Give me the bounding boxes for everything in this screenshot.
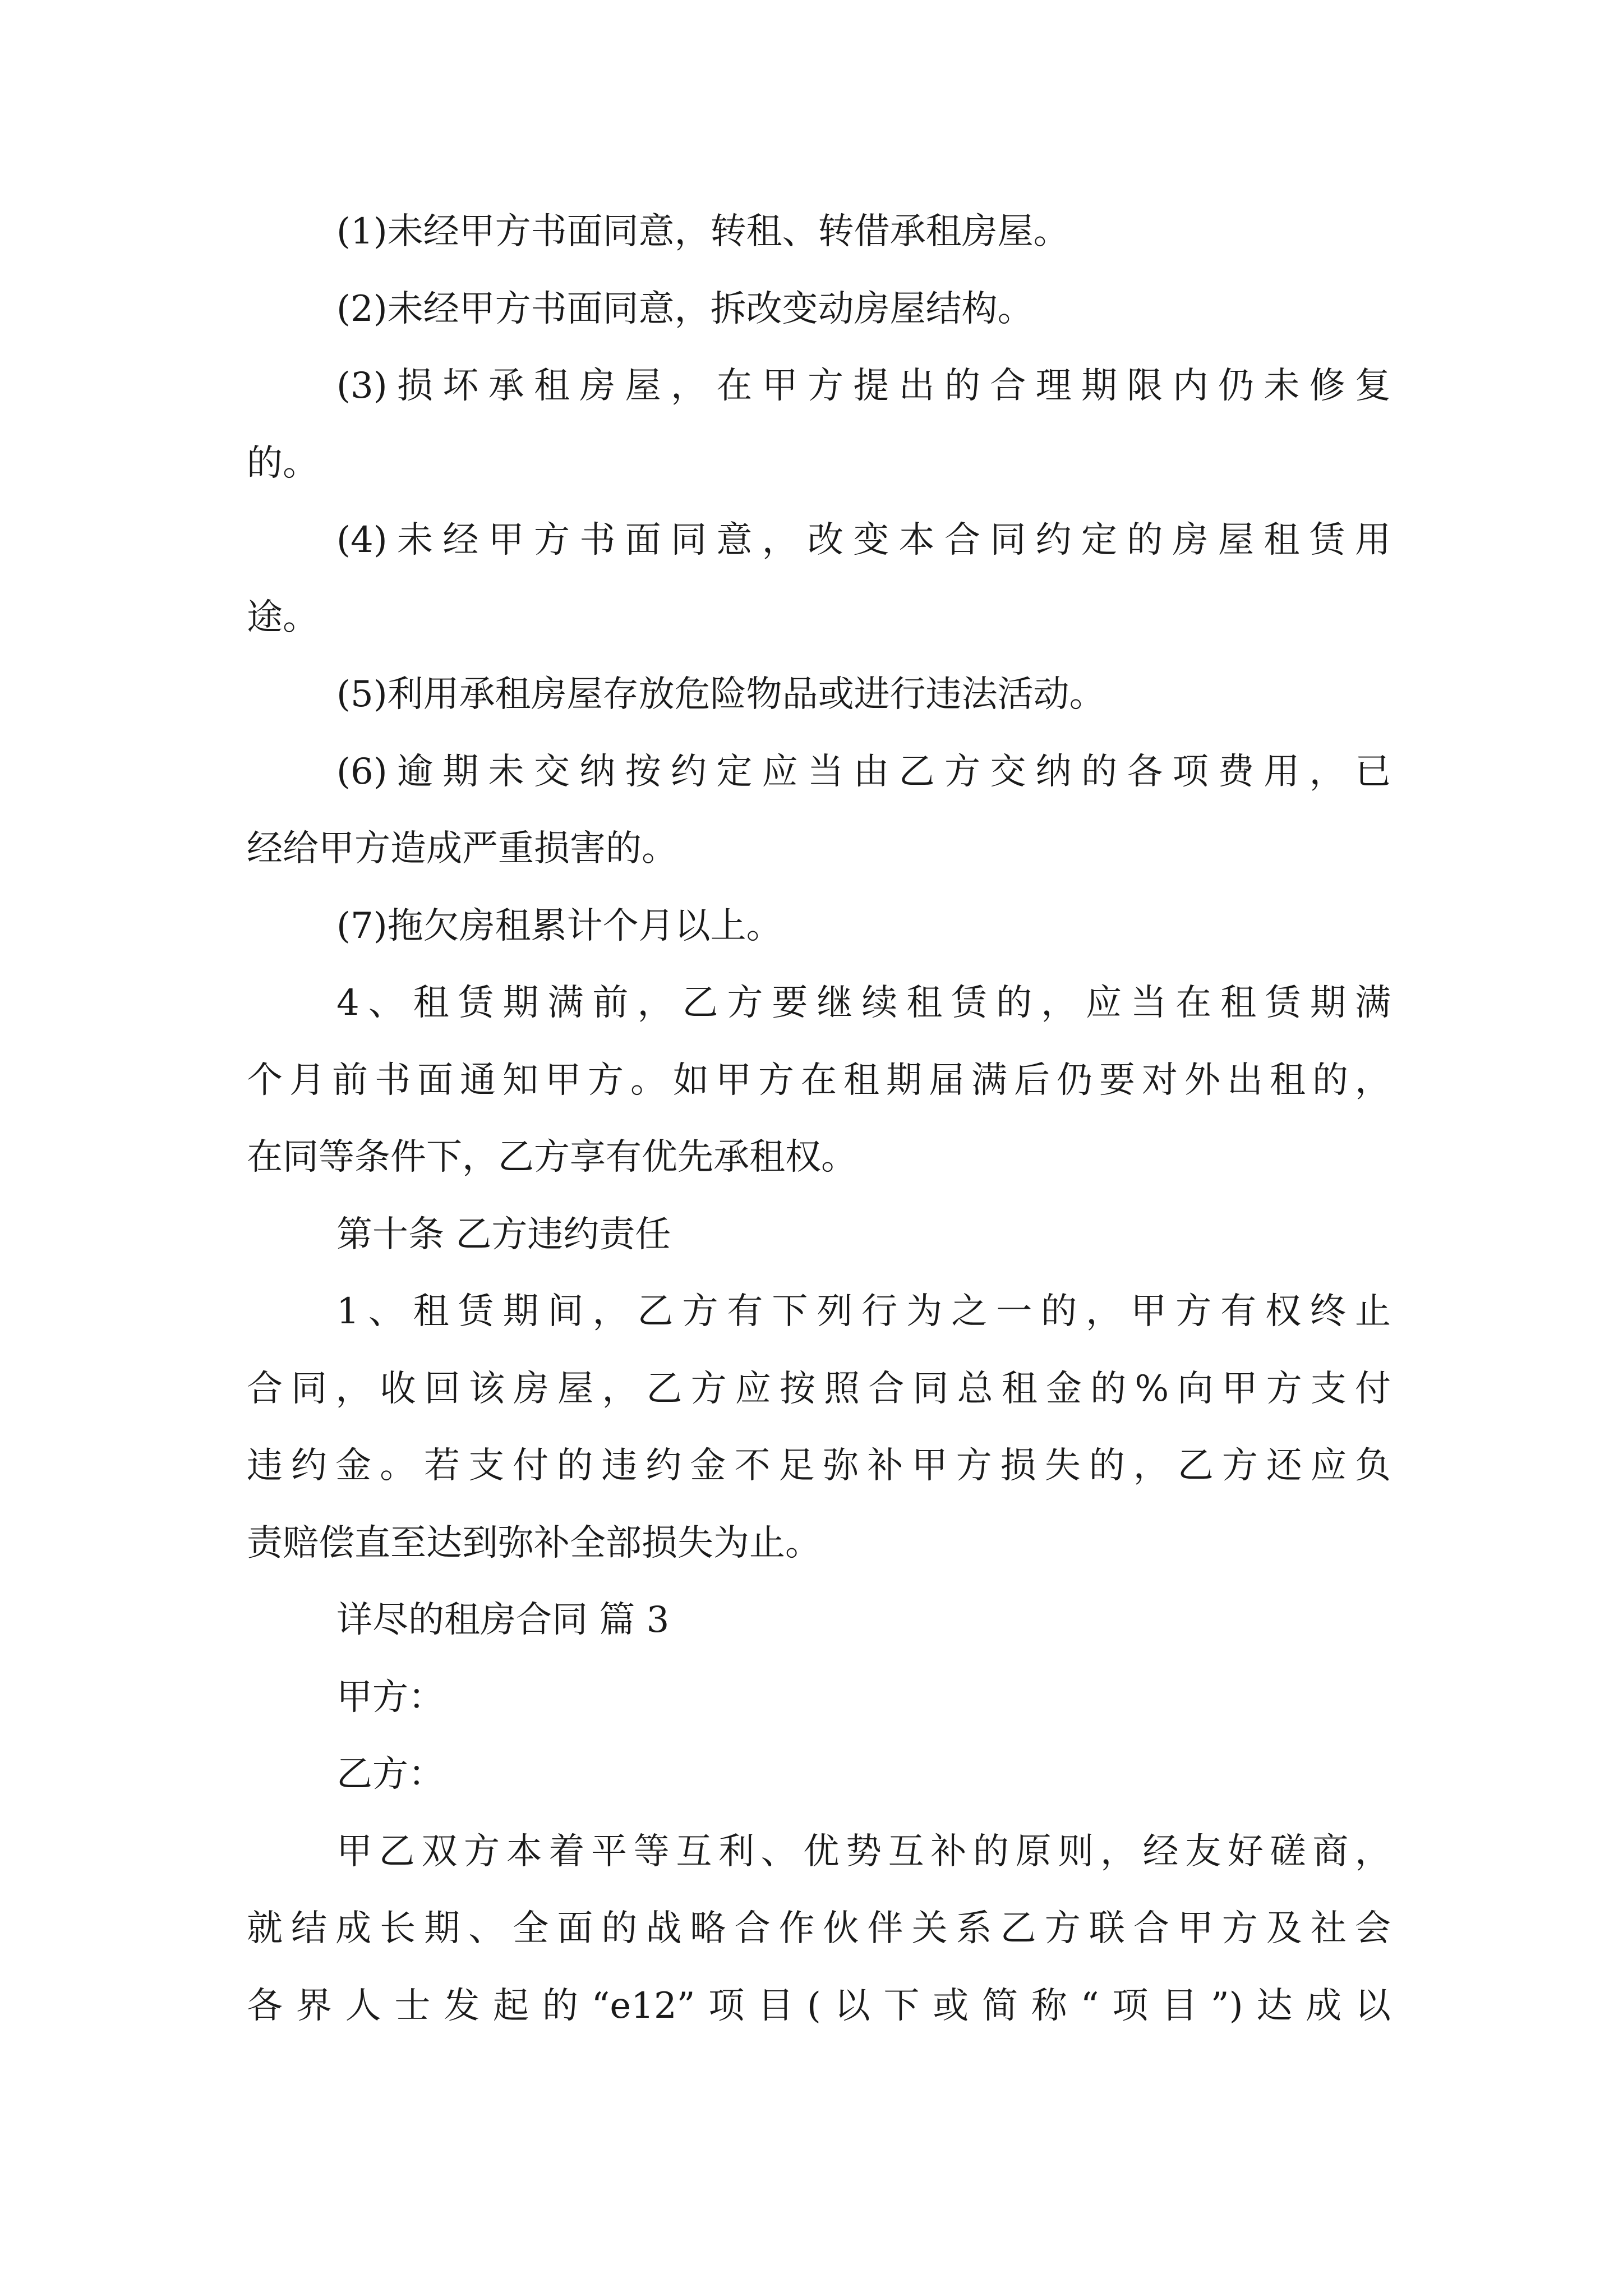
- paragraph-4-line-3: 在同等条件下，乙方享有优先承租权。: [247, 1137, 857, 1178]
- paragraph-4-line-1: 4、租赁期满前，乙方要继续租赁的，应当在租赁期满: [336, 982, 1391, 1024]
- clause-line-4: (4)未经甲方书面同意，改变本合同约定的房屋租赁用: [336, 519, 1391, 561]
- clause-line-6: (6)逾期未交纳按约定应当由乙方交纳的各项费用，已: [336, 751, 1391, 793]
- article-10-line-1: 1、租赁期间，乙方有下列行为之一的，甲方有权终止: [336, 1291, 1391, 1332]
- clause-line-3: (3)损坏承租房屋，在甲方提出的合理期限内仍未修复: [336, 365, 1391, 407]
- article-10-line-2: 合同，收回该房屋，乙方应按照合同总租金的%向甲方支付: [247, 1368, 1391, 1410]
- article-10-line-3: 违约金。若支付的违约金不足弥补甲方损失的，乙方还应负: [247, 1445, 1391, 1487]
- article-10-heading: 第十条 乙方违约责任: [336, 1213, 671, 1255]
- clause-line-1: (1)未经甲方书面同意，转租、转借承租房屋。: [336, 211, 1069, 252]
- clause-line-6-cont: 经给甲方造成严重损害的。: [247, 828, 677, 869]
- clause-line-4-cont: 途。: [247, 596, 319, 638]
- party-b-label: 乙方：: [336, 1754, 444, 1795]
- preamble-line-1: 甲乙双方本着平等互利、优势互补的原则，经友好磋商，: [336, 1830, 1391, 1872]
- clause-line-7: (7)拖欠房租累计个月以上。: [336, 905, 782, 947]
- document-body: [247, 194, 1391, 2045]
- clause-line-5: (5)利用承租房屋存放危险物品或进行违法活动。: [336, 674, 1105, 715]
- preamble-line-3: 各界人士发起的“e12”项目(以下或简称“项目”)达成以: [247, 1985, 1391, 2027]
- preamble-line-2: 就结成长期、全面的战略合作伙伴关系乙方联合甲方及社会: [247, 1908, 1391, 1949]
- party-a-label: 甲方：: [336, 1676, 444, 1718]
- section-title: 详尽的租房合同 篇 3: [336, 1599, 670, 1641]
- clause-line-2: (2)未经甲方书面同意，拆改变动房屋结构。: [336, 288, 1034, 330]
- paragraph-4-line-2: 个月前书面通知甲方。如甲方在租期届满后仍要对外出租的，: [247, 1059, 1391, 1101]
- article-10-line-4: 责赔偿直至达到弥补全部损失为止。: [247, 1522, 821, 1564]
- clause-line-3-cont: 的。: [247, 442, 319, 484]
